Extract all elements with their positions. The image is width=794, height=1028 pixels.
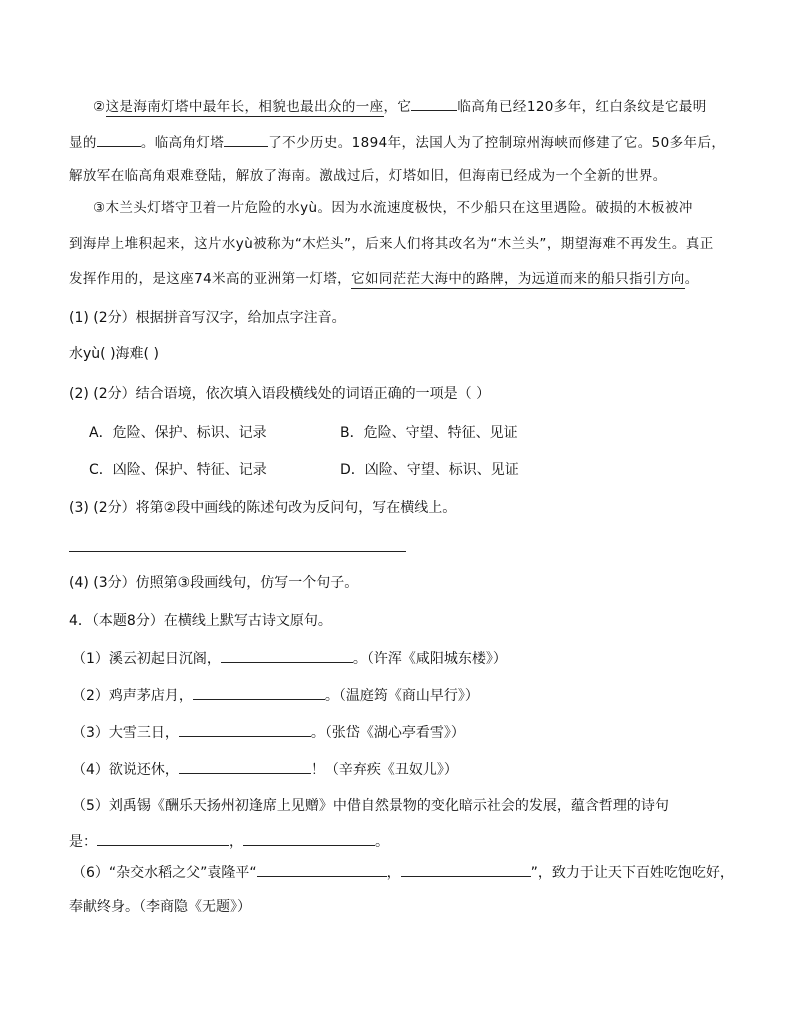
p3-line3-end: 。: [684, 271, 699, 287]
s4-item-4-before: （4）欲说还休，: [72, 762, 179, 778]
s4-item-3-before: （3）大雪三日，: [72, 725, 179, 741]
q2-option-a[interactable]: A．危险、保护、标识、记录: [89, 425, 267, 441]
q3-answer-line[interactable]: [69, 551, 406, 552]
s4-item-6-blank-1[interactable]: [257, 862, 387, 877]
s4-item-2-after: 。（温庭筠《商山早行》）: [324, 688, 479, 704]
p2-text-b: 临高角已经120多年，红白条纹是它最明: [457, 99, 707, 115]
s4-item-2-before: （2）鸡声茅店月，: [72, 688, 193, 704]
p2-blank-3[interactable]: [224, 132, 268, 147]
q2-option-d[interactable]: D．凶险、守望、标识、见证: [340, 462, 519, 478]
s4-item-6-blank-2[interactable]: [401, 862, 531, 877]
s4-item-6-text-b: ”，致力于让天下百姓吃饱吃好，: [530, 865, 734, 881]
s4-item-5-line1: （5）刘禹锡《酬乐天扬州初逢席上见赠》中借自然景物的变化暗示社会的发展，蕴含哲理的诗句: [72, 798, 669, 814]
p2-underlined-sentence: 这是海南灯塔中最年长，相貌也最出众的一座: [105, 99, 384, 115]
q2-option-b[interactable]: B．危险、守望、特征、见证: [340, 425, 518, 441]
s4-item-3-blank[interactable]: [179, 722, 311, 737]
p2-line2-text-c: 了不少历史。1894年，法国人为了控制琼州海峡而修建了它。50多年后，: [268, 135, 726, 151]
p2-line2-text-a: 显的: [69, 135, 97, 151]
passage-p2-line3: 解放军在临高角艰难登陆，解放了海南。激战过后，灯塔如旧，但海南已经成为一个全新的世界。: [69, 168, 667, 184]
s4-item-3: [72, 722, 465, 743]
q4-sub-stem: (4) (3分）仿照第③段画线句，仿写一个句子。: [69, 575, 359, 591]
s4-item-6-text-a: （6）“杂交水稻之父”袁隆平“: [72, 865, 257, 881]
p2-text-a: ，它: [383, 99, 412, 115]
s4-item-1-blank[interactable]: [221, 648, 353, 663]
s4-item-5-blank-1[interactable]: [97, 831, 229, 846]
s4-item-2: [72, 685, 479, 706]
s4-item-2-blank[interactable]: [193, 685, 325, 700]
passage-p3-line2: 到海岸上堆积起来，这片水yù被称为“木烂头”，后来人们将其改名为“木兰头”，期望海难不再发生。真正: [69, 236, 714, 252]
s4-item-5-prefix: 是：: [69, 834, 97, 850]
s4-item-5-end: 。: [375, 834, 389, 850]
q3-stem: (3) (2分）将第②段中画线的陈述句改为反问句，写在横线上。: [69, 500, 457, 516]
s4-item-4-after: ！（辛弃疾《丑奴儿》）: [310, 762, 458, 778]
p2-line2-text-b: 。临高角灯塔: [140, 135, 225, 151]
p2-blank-2[interactable]: [97, 132, 141, 147]
passage-p3-line1: ③木兰头灯塔守卫着一片危险的水yù。因为水流速度极快，不少船只在这里遇险。破损的木板被冲: [93, 200, 693, 216]
s4-item-6-line2: 奉献终身。（李商隐《无题》）: [69, 899, 251, 915]
p3-line3-text-a: 发挥作用的，是这座74米高的亚洲第一灯塔，: [69, 271, 352, 287]
p2-number: ②: [93, 99, 106, 115]
s4-item-5-line2: [69, 831, 389, 852]
s4-item-4: [72, 759, 458, 780]
s4-item-1: [72, 648, 507, 669]
passage-p2-line2: [69, 132, 725, 153]
q2-option-c[interactable]: C．凶险、保护、特征、记录: [89, 462, 267, 478]
section4-title: 4．（本题8分）在横线上默写古诗文原句。: [69, 613, 332, 629]
passage-p2-line1: [93, 96, 707, 117]
s4-item-5-blank-2[interactable]: [243, 831, 375, 846]
s4-item-1-before: （1）溪云初起日沉阁，: [72, 651, 221, 667]
q1-stem: (1) (2分）根据拼音写汉字，给加点字注音。: [69, 310, 346, 326]
s4-item-3-after: 。（张岱《湖心亭看雪》）: [310, 725, 465, 741]
s4-item-6-line1: [72, 862, 734, 883]
s4-item-6-sep: ，: [386, 865, 401, 881]
s4-item-1-after: 。（许浑《咸阳城东楼》）: [352, 651, 507, 667]
q1-fill[interactable]: 水yù( )海难( ): [69, 346, 159, 362]
q2-stem: (2) (2分）结合语境，依次填入语段横线处的词语正确的一项是（ ）: [69, 386, 491, 402]
passage-p3-line3: [69, 269, 699, 289]
p3-underlined-sentence: 它如同茫茫大海中的路牌，为远道而来的船只指引方向: [351, 271, 685, 287]
s4-item-4-blank[interactable]: [179, 759, 311, 774]
p2-blank-1[interactable]: [411, 96, 457, 111]
s4-item-5-sep: ，: [229, 834, 243, 850]
